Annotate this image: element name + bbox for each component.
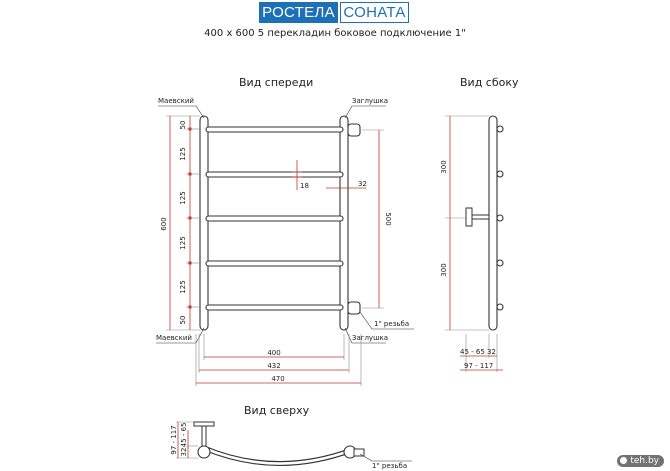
rung-2: [206, 172, 343, 177]
rung-4: [206, 261, 343, 266]
dim-125-b: 125: [179, 191, 187, 205]
top-bracket-plate: [194, 422, 214, 426]
dim-18: 18: [300, 182, 309, 190]
dim-470: 470: [271, 375, 285, 383]
side-bracket-arm: [472, 215, 489, 219]
side-rung-2: [497, 171, 503, 177]
rung-5: [206, 305, 343, 310]
dim-32-front: 32: [358, 180, 367, 188]
bottom-connector: [348, 302, 360, 314]
watermark-text: teh.by: [630, 456, 659, 466]
top-view: [170, 404, 412, 470]
top-dim-45: 45 - 65: [180, 422, 188, 448]
dim-125-d: 125: [179, 280, 187, 294]
side-bracket-plate: [466, 208, 472, 226]
dim-50-bottom: 50: [179, 315, 187, 325]
side-dim-32: 32: [487, 348, 496, 356]
side-rung-4: [497, 260, 503, 266]
front-view: [156, 76, 414, 386]
dim-connect: 500: [384, 212, 392, 226]
dim-50-top: 50: [179, 120, 187, 130]
watermark-logo: [617, 455, 664, 467]
top-bracket-arm: [202, 426, 206, 446]
left-vertical-tube: [200, 116, 208, 330]
dim-125-c: 125: [179, 236, 187, 250]
side-rung-3: [497, 215, 503, 221]
watermark-dot-icon: [620, 457, 627, 464]
top-view-title: Вид сверху: [244, 404, 310, 417]
right-vertical-tube: [340, 116, 348, 330]
side-vertical-tube: [489, 116, 497, 330]
brand-logo-rostela: РОСТЕЛА: [259, 2, 338, 23]
brand-logo-sonata: СОНАТА: [340, 2, 409, 23]
top-left-tube: [198, 446, 210, 458]
dim-432: 432: [267, 362, 281, 370]
dim-400: 400: [267, 349, 281, 357]
side-dim-depth: 45 - 65: [460, 348, 485, 356]
top-connector: [354, 449, 364, 456]
side-rung-1: [497, 126, 503, 132]
label-thread-front: 1" резьба: [374, 320, 410, 328]
top-dim-32: 32: [180, 447, 188, 457]
dim-125-a: 125: [179, 147, 187, 161]
side-dim-total: 97 - 117: [464, 362, 494, 370]
dim-height: 600: [160, 217, 168, 231]
dim-300-top: 300: [440, 160, 448, 174]
label-thread-top: 1" резьба: [372, 462, 408, 470]
rung-3: [206, 216, 343, 221]
dim-300-bottom: 300: [440, 263, 448, 277]
label-plug-top: Заглушка: [352, 97, 388, 105]
top-dim-97: 97 - 117: [170, 425, 178, 455]
label-plug-bottom: Заглушка: [352, 334, 388, 342]
side-rung-5: [497, 304, 503, 310]
label-mayevsky-bottom: Маевский: [156, 334, 192, 342]
label-mayevsky-top: Маевский: [158, 97, 194, 105]
rung-1: [206, 127, 343, 132]
side-view-title: Вид сбоку: [460, 76, 519, 89]
product-subtitle: 400 x 600 5 перекладин боковое подключение 1": [204, 28, 466, 39]
front-view-title: Вид спереди: [239, 76, 314, 89]
top-plug: [348, 124, 360, 136]
side-view: [440, 76, 519, 372]
